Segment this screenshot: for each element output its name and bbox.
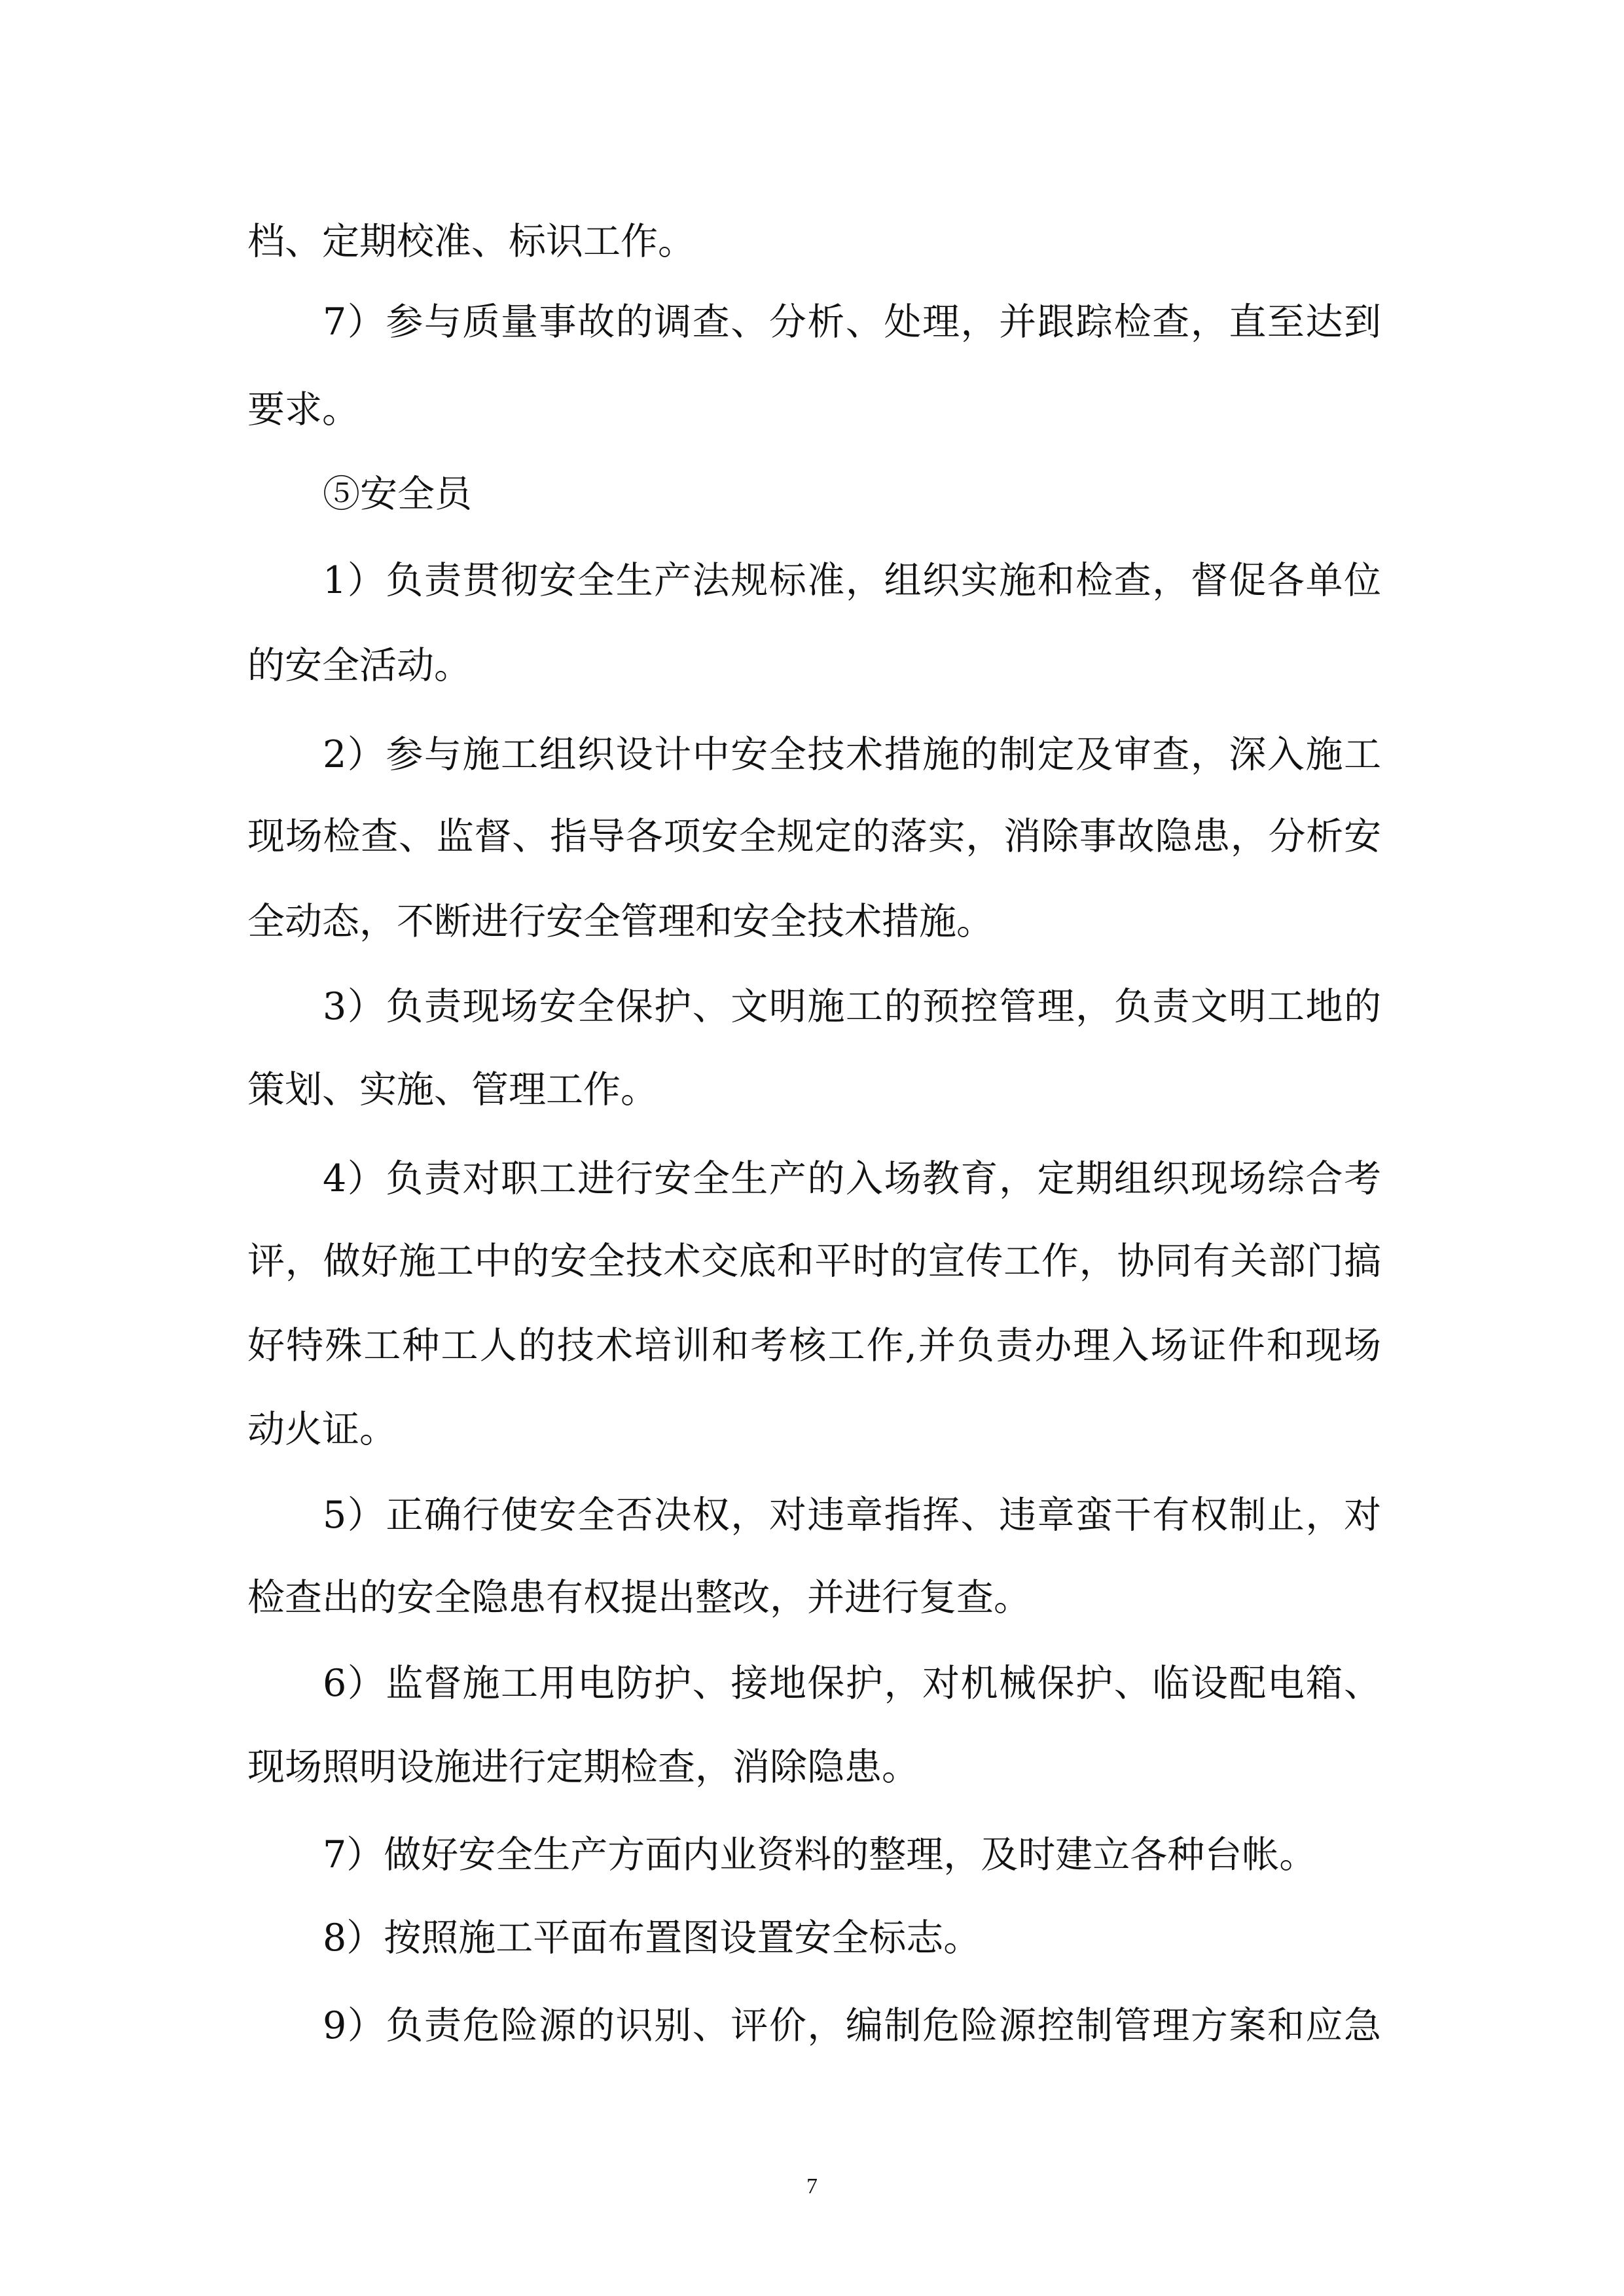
text-line: 现场检查、监督、指导各项安全规定的落实，消除事故隐患，分析安 — [247, 815, 1381, 858]
text-line: 档、定期校准、标识工作。 — [247, 220, 695, 263]
text-line: 检查出的安全隐患有权提出整改，并进行复查。 — [247, 1576, 1031, 1619]
page-number: 7 — [806, 2174, 818, 2198]
text-line: 1）负责贯彻安全生产法规标准，组织实施和检查，督促各单位 — [323, 559, 1381, 602]
text-line: 6）监督施工用电防护、接地保护，对机械保护、临设配电箱、 — [323, 1662, 1381, 1705]
text-line: 9）负责危险源的识别、评价，编制危险源控制管理方案和应急 — [323, 2004, 1381, 2047]
text-line: 4）负责对职工进行安全生产的入场教育，定期组织现场综合考 — [323, 1157, 1381, 1200]
text-line: 2）参与施工组织设计中安全技术措施的制定及审查，深入施工 — [323, 733, 1381, 776]
text-line: 策划、实施、管理工作。 — [247, 1068, 658, 1111]
text-line: 要求。 — [247, 388, 359, 431]
section-heading: ⑤安全员 — [323, 473, 472, 516]
text-line: 3）负责现场安全保护、文明施工的预控管理，负责文明工地的 — [323, 985, 1381, 1028]
text-line: 8）按照施工平面布置图设置安全标志。 — [323, 1916, 981, 1960]
text-line: 好特殊工种工人的技术培训和考核工作,并负责办理入场证件和现场 — [247, 1324, 1381, 1367]
text-line: 动火证。 — [247, 1408, 397, 1451]
text-line: 全动态，不断进行安全管理和安全技术措施。 — [247, 900, 994, 943]
text-line: 的安全活动。 — [247, 644, 471, 687]
text-line: 现场照明设施进行定期检查，消除隐患。 — [247, 1746, 919, 1789]
text-line: 5）正确行使安全否决权，对违章指挥、违章蛮干有权制止，对 — [323, 1494, 1381, 1537]
text-line: 7）做好安全生产方面内业资料的整理，及时建立各种台帐。 — [323, 1833, 1317, 1876]
text-line: 7）参与质量事故的调查、分析、处理，并跟踪检查，直至达到 — [323, 300, 1381, 344]
text-line: 评，做好施工中的安全技术交底和平时的宣传工作，协同有关部门搞 — [247, 1240, 1381, 1283]
